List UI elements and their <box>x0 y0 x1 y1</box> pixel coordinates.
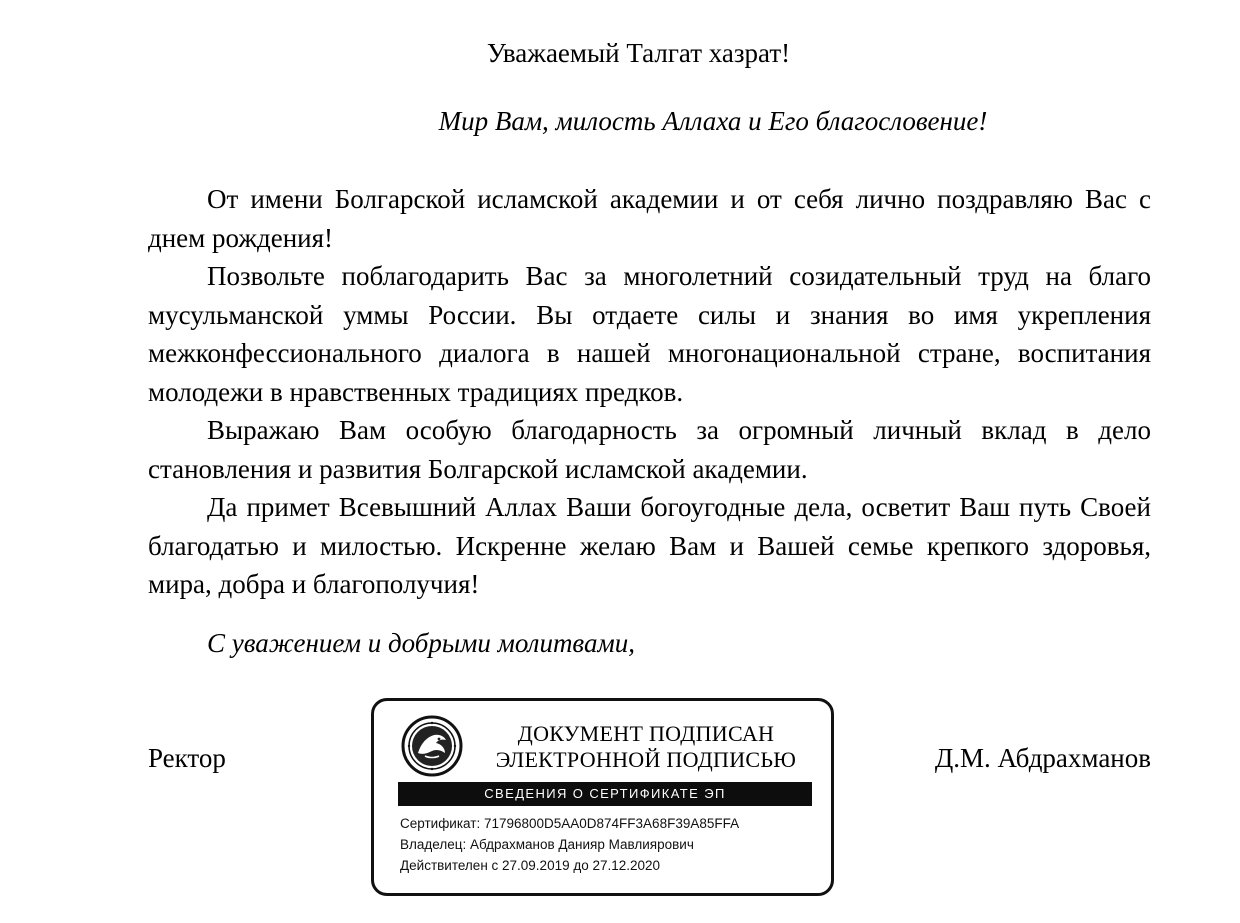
tatarstan-emblem-icon <box>401 715 463 777</box>
letter-body <box>148 180 1151 604</box>
letter-salam: Мир Вам, милость Аллаха и Его благословение! <box>438 106 988 136</box>
letter-greeting: Уважаемый Талгат хазрат! <box>486 38 791 68</box>
letter-paragraph: Да примет Всевышний Аллах Ваши богоугодные дела, осветит Ваш путь Своей благодатью и милостью. Искренне желаю Вам и Вашей семье крепкого здоровья, мира, добра и благополучия! <box>148 492 1151 599</box>
signatory-position: Ректор <box>148 743 226 773</box>
stamp-title-line: ДОКУМЕНТ ПОДПИСАН <box>517 721 775 746</box>
letter-paragraph: Позвольте поблагодарить Вас за многолетний созидательный труд на благо мусульманской уммы России. Вы отдаете силы и знания во имя укрепления межконфессионального диалога в нашей многонациональной стране, воспитания молодежи в нравственных традициях предков. <box>148 261 1151 407</box>
letter-closing: С уважением и добрыми молитвами, <box>207 628 635 658</box>
letter-paragraph: От имени Болгарской исламской академии и от себя лично поздравляю Вас с днем рождения! <box>148 184 1151 253</box>
certificate-info-band: СВЕДЕНИЯ О СЕРТИФИКАТЕ ЭП <box>398 782 812 806</box>
stamp-title-line: ЭЛЕКТРОННОЙ ПОДПИСЬЮ <box>495 747 797 772</box>
certificate-number: Сертификат: 71796800D5AA0D874FF3A68F39A85FFA <box>400 816 740 831</box>
electronic-signature-stamp <box>371 698 834 896</box>
stamp-title <box>478 721 814 773</box>
signatory-name: Д.М. Абдрахманов <box>934 743 1151 773</box>
certificate-validity: Действителен с 27.09.2019 до 27.12.2020 <box>400 858 661 873</box>
certificate-details <box>400 813 739 876</box>
letter-paragraph: Выражаю Вам особую благодарность за огромный личный вклад в дело становления и развития Болгарской исламской академии. <box>148 415 1151 484</box>
certificate-owner: Владелец: Абдрахманов Данияр Мавлиярович <box>400 837 694 852</box>
